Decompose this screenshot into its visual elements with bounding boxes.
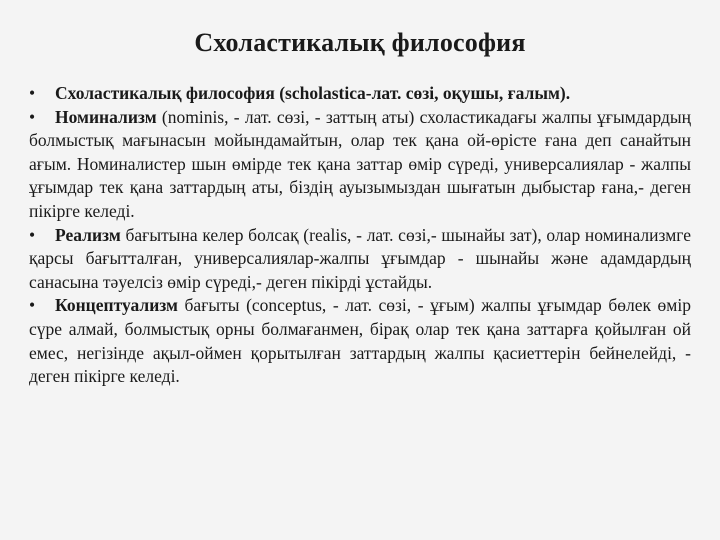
bullet-item-realism <box>29 224 691 295</box>
bullet-text: бағытына келер болсақ (realis, - лат. сөзі,- шынайы зат), олар номинализмге қарсы бағытталған, универсалиялар-жалпы ұғымдар - шынайы және адамдардың санасына тәуелсіз өмір сүреді,- деген пікірді ұстайды. <box>29 224 691 292</box>
bullet-bold-text: Номинализм <box>55 106 157 127</box>
bullet-marker: • <box>29 295 36 316</box>
bullet-marker: • <box>29 224 36 245</box>
bullet-text: (nominis, - лат. сөзі, - заттың аты) схоластикадағы жалпы ұғымдардың болмыстық мағынасын мойындамайтын, олар тек қана ой-өрісте ғана деп санайтын ағым. Номиналистер шын өмірде тек қана заттар өмір сүреді, универсалиялар - жалпы ұғымдар тек қана заттардың аты, біздің ауызымыздан шығатын дыбыстар ғана,- деген пікірге келеді. <box>29 106 691 221</box>
bullet-item-scholastic <box>29 82 691 106</box>
bullet-marker: • <box>29 83 36 103</box>
bullet-text: бағыты (conceptus, - лат. сөзі, - ұғым) жалпы ұғымдар бөлек өмір сүре алмай, болмыстық орны болмағанмен, бірақ олар тек қана заттарға қойылған ой емес, негізінде ақыл-оймен қорытылған заттардың жалпы қасиеттерін бейнелейді, - деген пікірге келеді. <box>29 295 691 387</box>
bullet-bold-text: Схоластикалық философия (scholastica-лат. сөзі, оқушы, ғалым). <box>55 83 571 103</box>
slide-content <box>29 82 691 389</box>
bullet-item-conceptualism <box>29 294 691 388</box>
bullet-item-nominalism <box>29 106 691 224</box>
bullet-bold-text: Концептуализм <box>55 295 178 316</box>
slide-title: Схоластикалық философия <box>194 28 526 57</box>
bullet-bold-text: Реализм <box>55 224 121 245</box>
bullet-marker: • <box>29 106 36 127</box>
